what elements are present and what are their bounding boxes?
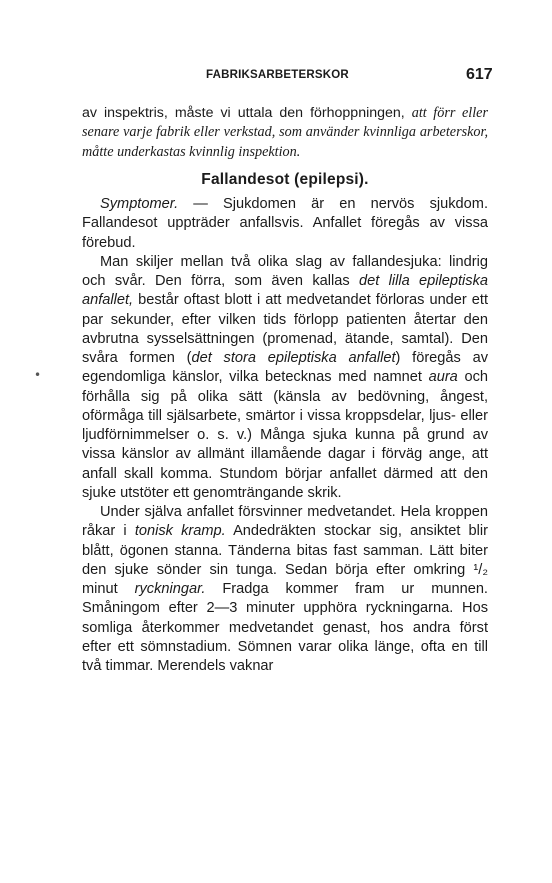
forms-text-3: ) föregås av egendomliga känslor, vilka betecknas med namnet: [82, 350, 489, 386]
attack-text-4: Fradga kommer fram ur munnen. Småningom efter 2—3 minuter upphöra ryckningarna. Hos somliga återkommer medvetandet genast, hos andra först efter ett sömnstadium. Sömnen varar olika länge, ofta en till två timmar. Merendels vaknar: [82, 581, 488, 674]
paragraph-forms: [82, 253, 488, 503]
attack-italic-1: tonisk kramp.: [134, 523, 226, 540]
page-header: [0, 66, 552, 88]
intro-text: av inspektris, måste vi uttala den förhoppningen,: [82, 105, 412, 121]
running-title: FABRIKSARBETERSKOR: [206, 69, 349, 81]
attack-italic-2: ryckningar.: [134, 581, 206, 597]
body-text: [82, 104, 488, 676]
symptoms-text: — Sjukdomen är en nervös sjukdom. Fallandesot uppträder anfallsvis. Anfallet föregås av vissa förebud.: [82, 196, 488, 251]
attack-text-3: minut: [82, 581, 135, 597]
forms-italic-3: aura: [428, 369, 458, 386]
attack-text-1: Under själva anfallet försvinner medvetandet. Hela kroppen råkar i: [82, 504, 488, 540]
intro-paragraph: [82, 104, 488, 162]
forms-text-1: Man skiljer mellan två olika slag av fallandesjuka: lindrig och svår. Den förra, som även kallas: [82, 253, 488, 289]
page-number: 617: [466, 66, 493, 83]
attack-text-2: Andedräkten stockar sig, ansiktet blir blått, ögonen stanna. Tänderna bitas fast samman. Lätt biter den sjuke sönder sin tunga. Sedan börja efter omkring: [82, 523, 488, 578]
margin-dot: •: [34, 368, 42, 382]
section-title: Fallandesot (epilepsi).: [201, 170, 369, 188]
forms-text-2: består oftast blott i att medvetandet förloras under ett par sekunder, efter vilken tids förlopp patienten återtar den avbrutna sysselsättningen (promenad, ätande, samtal). Den svåra formen (: [82, 292, 488, 366]
paragraph-attack: [82, 503, 488, 676]
forms-italic-2: det stora epileptiska anfallet: [191, 350, 396, 366]
forms-italic-1: det lilla epileptiska anfallet,: [82, 273, 488, 309]
intro-italic: att förr eller senare varje fabrik eller verkstad, som använder kvinnliga arbeterskor, måtte underkastas kvinnlig inspektion.: [82, 105, 488, 160]
symptoms-label: Symptomer.: [100, 196, 179, 212]
paragraph-symptoms: [82, 195, 488, 253]
forms-text-4: och förhålla sig på olika sätt (känsla av bedövning, ångest, oförmåga till själsarbete, smärtor i vissa kroppsdelar, ljus- eller ljudförnimmelser o. s. v.) Många sjuka kunna på grund av vissa känslor av allmänt illamående dagar i förväg ange, att anfall skall komma. Stundom börjar anfallet därmed att den sjuke utstöter ett genomträngande skrik.: [82, 369, 488, 501]
attack-fraction: ¹/₂: [473, 561, 488, 578]
